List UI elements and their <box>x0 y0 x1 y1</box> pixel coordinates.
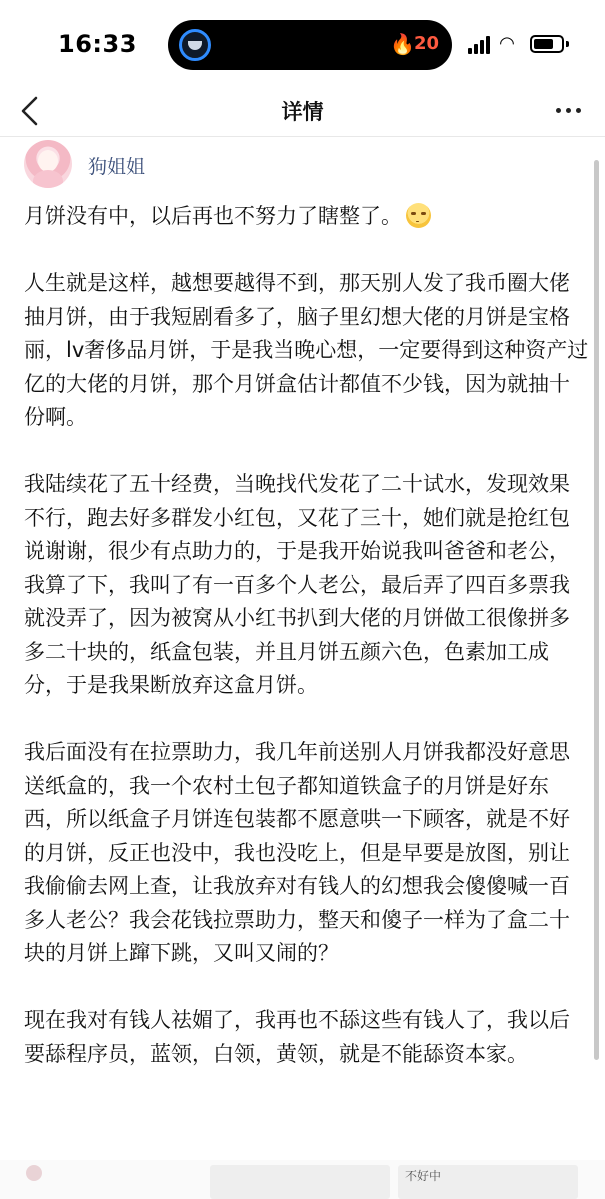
wifi-icon: ◠ <box>500 33 514 54</box>
post-body <box>24 200 590 1105</box>
more-dots-icon[interactable] <box>556 108 582 114</box>
post-paragraph: 现在我对有钱人祛媚了，我再也不舔这些有钱人了，我以后要舔程序员，蓝领，白领，黄领，就是不能舔资本家。 <box>24 1008 570 1066</box>
comment-avatar <box>26 1165 42 1181</box>
page-title: 详情 <box>281 100 324 124</box>
thumbnail-label: 不好中 <box>405 1169 442 1183</box>
grimace-emoji-icon <box>406 203 431 228</box>
dynamic-island[interactable] <box>168 20 452 70</box>
post-paragraph: 人生就是这样，越想要越得不到，那天别人发了我币圈大佬抽月饼，由于我短剧看多了，脑子里幻想大佬的月饼是宝格丽，lv奢侈品月饼，于是我当晚心想，一定要得到这种资产过亿的大佬的月饼，那个月饼盒估计都值不少钱，因为就抽十份啊。 <box>24 271 589 429</box>
post-paragraph: 我后面没有在拉票助力，我几年前送别人月饼我都没好意思送纸盒的，我一个农村土包子都知道铁盒子的月饼是好东西，所以纸盒子月饼连包装都不愿意哄一下顾客，就是不好的月饼，反正也没中，我也没吃上，但是早要是放图，别让我偷偷去网上查，让我放弃对有钱人的幻想我会傻傻喊一百多人老公？我会花钱拉票助力，整天和傻子一样为了盒二十块的月饼上蹿下跳，又叫又闹的？ <box>24 740 570 965</box>
battery-cap <box>566 41 569 47</box>
nav-divider <box>0 136 605 137</box>
status-time: 16:33 <box>58 30 137 58</box>
nav-bar <box>0 88 605 134</box>
author-name[interactable]: 狗姐姐 <box>88 156 146 178</box>
image-thumbnail[interactable] <box>210 1165 390 1199</box>
activity-count: 20 <box>414 33 440 54</box>
cellular-signal-icon <box>468 36 494 54</box>
app-activity-icon <box>179 29 211 61</box>
flame-icon: 🔥 <box>390 32 415 56</box>
battery-icon <box>530 35 564 53</box>
post-paragraph: 月饼没有中，以后再也不努力了瞎整了。 <box>24 200 590 234</box>
post-paragraph: 我陆续花了五十经费，当晚找代发花了二十试水，发现效果不行，跑去好多群发小红包，又花了三十，她们就是抢红包说谢谢，很少有点助力的，于是我开始说我叫爸爸和老公，我算了下，我叫了有一百多个人老公，最后弄了四百多票我就没弄了，因为被窝从小红书扒到大佬的月饼做工很像拼多多二十块的，纸盒包装，并且月饼五颜六色，色素加工成分，于是我果断放弃这盒月饼。 <box>24 472 570 697</box>
status-bar <box>0 0 605 92</box>
avatar[interactable] <box>24 140 72 188</box>
scrollbar[interactable] <box>594 160 599 1060</box>
